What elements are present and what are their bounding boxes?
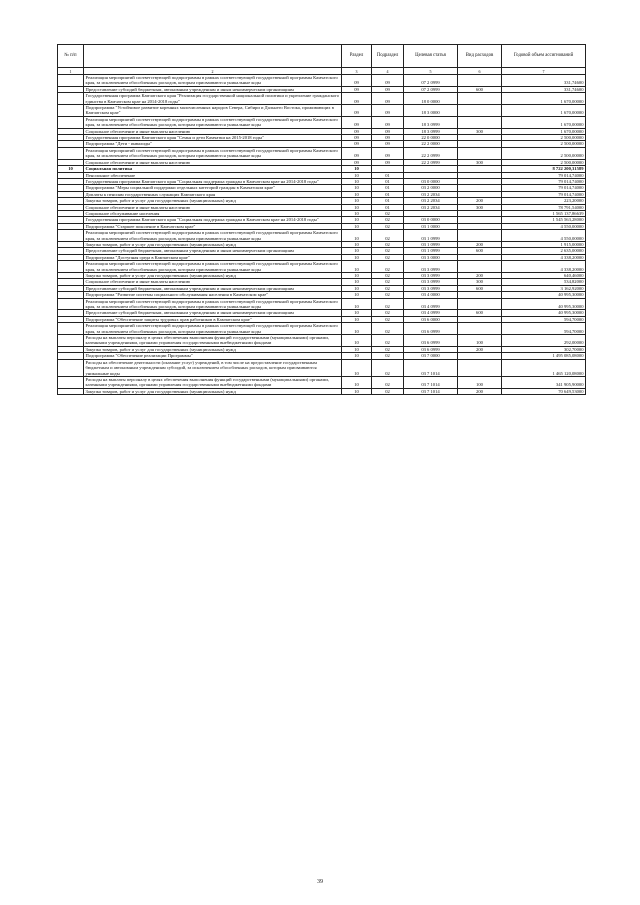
table-row bbox=[58, 359, 586, 376]
row-amount-cell: 8 722 200,31589 bbox=[502, 166, 586, 172]
row-target-article-cell: 03 3 0999 bbox=[404, 285, 458, 291]
row-section-cell: 10 bbox=[342, 285, 372, 291]
row-name-cell: Государственная программа Камчатского края "Реализация государственной национальной политики и укрепление гражданского единства в Камчатском крае на 2014-2018 годы" bbox=[84, 93, 342, 105]
row-number-cell bbox=[58, 116, 84, 128]
row-subsection-cell: 02 bbox=[372, 248, 404, 254]
row-section-cell: 09 bbox=[342, 147, 372, 159]
row-target-article-cell: 03 6 0000 bbox=[404, 316, 458, 322]
row-amount-cell: 2 500,00000 bbox=[502, 135, 586, 141]
row-section-cell: 10 bbox=[342, 185, 372, 191]
row-target-article-cell: 07 2 0999 bbox=[404, 75, 458, 87]
column-number: 2 bbox=[84, 68, 342, 75]
row-subsection-cell: 01 bbox=[372, 185, 404, 191]
row-amount-cell: 2 500,00000 bbox=[502, 159, 586, 165]
row-amount-cell: 79 014,74000 bbox=[502, 191, 586, 197]
row-name-cell: Социальное обеспечение и иные выплаты населению bbox=[84, 159, 342, 165]
row-name-cell: Расходы на выплаты персоналу в целях обеспечения выполнения функций государственными (муниципальными) органами, казенными учреждениями, органами управления государственными внебюджетными фондами bbox=[84, 335, 342, 347]
row-expense-type-cell bbox=[458, 93, 502, 105]
row-subsection-cell: 09 bbox=[372, 141, 404, 147]
row-amount-cell: 594,70000 bbox=[502, 316, 586, 322]
row-amount-cell: 2 500,00000 bbox=[502, 141, 586, 147]
row-subsection-cell: 09 bbox=[372, 75, 404, 87]
row-name-cell: Социальное обслуживание населения bbox=[84, 210, 342, 216]
row-number-cell bbox=[58, 147, 84, 159]
row-expense-type-cell: 300 bbox=[458, 279, 502, 285]
row-section-cell: 10 bbox=[342, 310, 372, 316]
table-row bbox=[58, 147, 586, 159]
row-number-cell bbox=[58, 335, 84, 347]
row-section-cell: 09 bbox=[342, 116, 372, 128]
row-amount-cell: 1 545 563,28000 bbox=[502, 217, 586, 223]
row-subsection-cell: 02 bbox=[372, 285, 404, 291]
row-name-cell: Подпрограмма "Дети - инвалиды" bbox=[84, 141, 342, 147]
row-subsection-cell: 02 bbox=[372, 279, 404, 285]
row-section-cell: 10 bbox=[342, 178, 372, 184]
header-target-article: Целевая статья bbox=[404, 45, 458, 68]
row-subsection-cell: 01 bbox=[372, 172, 404, 178]
row-target-article-cell: 03 2 0000 bbox=[404, 185, 458, 191]
row-expense-type-cell bbox=[458, 147, 502, 159]
header-name bbox=[84, 45, 342, 68]
row-expense-type-cell: 600 bbox=[458, 248, 502, 254]
row-expense-type-cell: 600 bbox=[458, 310, 502, 316]
row-subsection-cell: 09 bbox=[372, 93, 404, 105]
row-name-cell: Реализация мероприятий соответствующей подпрограммы в рамках соответствующей государственной программы Камчатского края, за исключением обособленных расходов, которым присваиваются уникальные коды bbox=[84, 116, 342, 128]
row-amount-cell: 341 905,90000 bbox=[502, 376, 586, 388]
row-target-article-cell: 03 7 1014 bbox=[404, 376, 458, 388]
row-name-cell: Реализация мероприятий соответствующей подпрограммы в рамках соответствующей государственной программы Камчатского края, за исключением обособленных расходов, которым присваиваются уникальные коды bbox=[84, 147, 342, 159]
row-amount-cell: 1 670,00000 bbox=[502, 116, 586, 128]
row-target-article-cell: 03 6 0999 bbox=[404, 346, 458, 352]
row-subsection-cell: 02 bbox=[372, 353, 404, 359]
row-name-cell: Подпрограмма "Развитие системы социального обслуживания населения в Камчатском крае" bbox=[84, 292, 342, 298]
column-number: 7 bbox=[502, 68, 586, 75]
row-target-article-cell: 03 3 0000 bbox=[404, 254, 458, 260]
row-target-article-cell: 03 7 0000 bbox=[404, 353, 458, 359]
row-amount-cell: 78 791,54000 bbox=[502, 204, 586, 210]
row-amount-cell: 4 338,20000 bbox=[502, 254, 586, 260]
row-expense-type-cell bbox=[458, 261, 502, 273]
row-name-cell: Предоставление субсидий бюджетным, автономным учреждениям и иным некоммерческим организациям bbox=[84, 285, 342, 291]
row-amount-cell: 640,46000 bbox=[502, 273, 586, 279]
row-section-cell: 10 bbox=[342, 376, 372, 388]
table-row bbox=[58, 93, 586, 105]
row-name-cell: Социальное обеспечение и иные выплаты населению bbox=[84, 204, 342, 210]
row-section-cell: 10 bbox=[342, 298, 372, 310]
row-expense-type-cell: 200 bbox=[458, 241, 502, 247]
row-expense-type-cell: 600 bbox=[458, 86, 502, 92]
row-amount-cell: 1 495 085,08000 bbox=[502, 353, 586, 359]
row-amount-cell: 70 649,53000 bbox=[502, 388, 586, 394]
table-row bbox=[58, 116, 586, 128]
row-expense-type-cell: 300 bbox=[458, 204, 502, 210]
row-name-cell: Государственная программа Камчатского края "Социальная поддержка граждан в Камчатском крае на 2014-2018 годы" bbox=[84, 217, 342, 223]
row-name-cell: Закупка товаров, работ и услуг для государственных (муниципальных) нужд bbox=[84, 273, 342, 279]
table-row bbox=[58, 323, 586, 335]
row-number-cell bbox=[58, 298, 84, 310]
table-row bbox=[58, 376, 586, 388]
row-target-article-cell: 03 1 0999 bbox=[404, 241, 458, 247]
header-subsection: Подраздел bbox=[372, 45, 404, 68]
row-subsection-cell: 02 bbox=[372, 230, 404, 242]
row-name-cell: Подпрограмма "Меры социальной поддержки отдельных категорий граждан в Камчатском крае" bbox=[84, 185, 342, 191]
page-number: 39 bbox=[317, 879, 323, 885]
row-target-article-cell: 03 3 0999 bbox=[404, 279, 458, 285]
row-subsection-cell: 01 bbox=[372, 178, 404, 184]
row-name-cell: Подпрограмма "Старшее поколение в Камчатском крае" bbox=[84, 223, 342, 229]
row-amount-cell: 292,00000 bbox=[502, 335, 586, 347]
row-section-cell: 10 bbox=[342, 292, 372, 298]
row-target-article-cell: 18 0 0000 bbox=[404, 93, 458, 105]
row-section-cell: 09 bbox=[342, 105, 372, 117]
row-name-cell: Предоставление субсидий бюджетным, автономным учреждениям и иным некоммерческим организациям bbox=[84, 248, 342, 254]
row-name-cell: Реализация мероприятий соответствующей подпрограммы в рамках соответствующей государственной программы Камчатского края, за исключением обособленных расходов, которым присваиваются уникальные коды bbox=[84, 298, 342, 310]
row-section-cell: 10 bbox=[342, 172, 372, 178]
row-section-cell: 10 bbox=[342, 316, 372, 322]
row-target-article-cell: 22 2 0999 bbox=[404, 159, 458, 165]
row-number-cell bbox=[58, 323, 84, 335]
row-target-article-cell: 03 4 0000 bbox=[404, 292, 458, 298]
row-amount-cell: 2 635,00000 bbox=[502, 248, 586, 254]
table-row bbox=[58, 335, 586, 347]
row-amount-cell: 4 338,20000 bbox=[502, 261, 586, 273]
row-section-cell: 10 bbox=[342, 204, 372, 210]
table-header-row bbox=[58, 45, 586, 68]
row-section-cell: 10 bbox=[342, 254, 372, 260]
row-section-cell: 09 bbox=[342, 93, 372, 105]
row-name-cell: Социальное обеспечение и иные выплаты населению bbox=[84, 128, 342, 134]
row-name-cell: Закупка товаров, работ и услуг для государственных (муниципальных) нужд bbox=[84, 241, 342, 247]
row-expense-type-cell bbox=[458, 230, 502, 242]
row-subsection-cell: 09 bbox=[372, 135, 404, 141]
row-amount-cell: 79 014,74000 bbox=[502, 178, 586, 184]
row-subsection-cell: 01 bbox=[372, 191, 404, 197]
row-subsection-cell: 02 bbox=[372, 210, 404, 216]
row-subsection-cell: 02 bbox=[372, 217, 404, 223]
row-amount-cell: 40 995,30000 bbox=[502, 292, 586, 298]
budget-allocation-table bbox=[57, 44, 586, 395]
row-name-cell: Социальное обеспечение и иные выплаты населению bbox=[84, 279, 342, 285]
row-name-cell: Пенсионное обеспечение bbox=[84, 172, 342, 178]
row-amount-cell: 223,20000 bbox=[502, 198, 586, 204]
budget-table-sheet bbox=[57, 44, 585, 395]
row-amount-cell: 331,74600 bbox=[502, 86, 586, 92]
row-target-article-cell: 03 3 0999 bbox=[404, 273, 458, 279]
row-subsection-cell: 02 bbox=[372, 359, 404, 376]
table-row bbox=[58, 75, 586, 87]
row-expense-type-cell: 100 bbox=[458, 335, 502, 347]
row-amount-cell: 1 915,00000 bbox=[502, 241, 586, 247]
row-amount-cell: 40 995,30000 bbox=[502, 310, 586, 316]
row-amount-cell: 1 670,00000 bbox=[502, 128, 586, 134]
row-section-cell: 10 bbox=[342, 241, 372, 247]
row-subsection-cell: 02 bbox=[372, 223, 404, 229]
row-section-cell: 10 bbox=[342, 217, 372, 223]
row-expense-type-cell bbox=[458, 323, 502, 335]
row-number-cell bbox=[58, 75, 84, 87]
row-target-article-cell: 03 1 0999 bbox=[404, 248, 458, 254]
row-name-cell: Реализация мероприятий соответствующей подпрограммы в рамках соответствующей государственной программы Камчатского края, за исключением обособленных расходов, которым присваиваются уникальные коды bbox=[84, 75, 342, 87]
row-target-article-cell: 03 2 2034 bbox=[404, 204, 458, 210]
row-target-article-cell: 03 7 1014 bbox=[404, 388, 458, 394]
row-name-cell: Реализация мероприятий соответствующей подпрограммы в рамках соответствующей государственной программы Камчатского края, за исключением обособленных расходов, которым присваиваются уникальные коды bbox=[84, 323, 342, 335]
row-expense-type-cell bbox=[458, 116, 502, 128]
row-section-cell: 10 bbox=[342, 388, 372, 394]
row-expense-type-cell: 600 bbox=[458, 285, 502, 291]
row-section-cell: 10 bbox=[342, 166, 372, 172]
row-name-cell: Закупка товаров, работ и услуг для государственных (муниципальных) нужд bbox=[84, 346, 342, 352]
row-number-cell bbox=[58, 230, 84, 242]
table-body bbox=[58, 75, 586, 395]
row-amount-cell: 4 550,00000 bbox=[502, 223, 586, 229]
row-expense-type-cell bbox=[458, 298, 502, 310]
row-section-cell: 09 bbox=[342, 135, 372, 141]
header-number: № п/п bbox=[58, 45, 84, 68]
row-name-cell: Социальная политика bbox=[84, 166, 342, 172]
row-target-article-cell: 03 6 0999 bbox=[404, 335, 458, 347]
header-annual-amount: Годовой объем ассигнований bbox=[502, 45, 586, 68]
row-amount-cell: 4 550,00000 bbox=[502, 230, 586, 242]
row-amount-cell: 3 162,92000 bbox=[502, 285, 586, 291]
row-subsection-cell: 01 bbox=[372, 204, 404, 210]
row-number-cell bbox=[58, 93, 84, 105]
row-subsection-cell: 01 bbox=[372, 198, 404, 204]
row-target-article-cell: 03 1 0000 bbox=[404, 223, 458, 229]
row-subsection-cell: 02 bbox=[372, 388, 404, 394]
column-number: 3 bbox=[342, 68, 372, 75]
row-subsection-cell: 09 bbox=[372, 159, 404, 165]
row-number-cell bbox=[58, 261, 84, 273]
row-amount-cell: 534,82000 bbox=[502, 279, 586, 285]
row-section-cell: 10 bbox=[342, 210, 372, 216]
row-name-cell: Подпрограмма "Доступная среда в Камчатском крае" bbox=[84, 254, 342, 260]
row-section-cell: 10 bbox=[342, 230, 372, 242]
row-section-cell: 09 bbox=[342, 86, 372, 92]
row-section-cell: 10 bbox=[342, 198, 372, 204]
row-section-cell: 10 bbox=[342, 191, 372, 197]
row-target-article-cell: 07 2 0999 bbox=[404, 86, 458, 92]
row-section-cell: 09 bbox=[342, 128, 372, 134]
row-target-article-cell: 18 3 0999 bbox=[404, 128, 458, 134]
row-amount-cell: 79 014,74000 bbox=[502, 172, 586, 178]
row-amount-cell: 594,70000 bbox=[502, 323, 586, 335]
column-number: 4 bbox=[372, 68, 404, 75]
row-section-cell: 10 bbox=[342, 248, 372, 254]
row-name-cell: Расходы на обеспечение деятельности (оказание услуг) учреждений, в том числе на предоставление государственным бюджетным и автономным учреждениям субсидий, за исключением обособленных расходов, которым присваиваются уникальные коды bbox=[84, 359, 342, 376]
row-name-cell: Закупка товаров, работ и услуг для государственных (муниципальных) нужд bbox=[84, 388, 342, 394]
row-expense-type-cell: 200 bbox=[458, 388, 502, 394]
row-amount-cell: 331,74600 bbox=[502, 75, 586, 87]
row-subsection-cell: 09 bbox=[372, 116, 404, 128]
row-name-cell: Подпрограмма "Обеспечение реализации Программы" bbox=[84, 353, 342, 359]
row-name-cell: Подпрограмма "Устойчивое развитие коренных малочисленных народов Севера, Сибири и Дальнего Востока, проживающих в Камчатском крае" bbox=[84, 105, 342, 117]
row-subsection-cell: 02 bbox=[372, 310, 404, 316]
row-target-article-cell: 03 4 0999 bbox=[404, 310, 458, 316]
row-expense-type-cell: 300 bbox=[458, 159, 502, 165]
row-subsection-cell: 02 bbox=[372, 273, 404, 279]
row-expense-type-cell bbox=[458, 75, 502, 87]
row-target-article-cell: 03 2 2034 bbox=[404, 198, 458, 204]
row-number-cell: 10 bbox=[58, 166, 84, 172]
row-amount-cell: 302,70000 bbox=[502, 346, 586, 352]
row-subsection-cell: 09 bbox=[372, 105, 404, 117]
row-expense-type-cell: 300 bbox=[458, 128, 502, 134]
row-amount-cell: 1 465 120,08000 bbox=[502, 359, 586, 376]
row-section-cell: 09 bbox=[342, 159, 372, 165]
row-section-cell: 10 bbox=[342, 223, 372, 229]
row-subsection-cell: 09 bbox=[372, 147, 404, 159]
row-subsection-cell: 02 bbox=[372, 298, 404, 310]
row-subsection-cell: 02 bbox=[372, 335, 404, 347]
row-subsection-cell: 02 bbox=[372, 323, 404, 335]
row-target-article-cell: 03 4 0999 bbox=[404, 298, 458, 310]
column-number-row bbox=[58, 68, 586, 75]
row-name-cell: Предоставление субсидий бюджетным, автономным учреждениям и иным некоммерческим организациям bbox=[84, 310, 342, 316]
row-section-cell: 10 bbox=[342, 323, 372, 335]
row-amount-cell: 1 565 137,86639 bbox=[502, 210, 586, 216]
header-expense-type: Вид расходов bbox=[458, 45, 502, 68]
row-name-cell: Реализация мероприятий соответствующей подпрограммы в рамках соответствующей государственной программы Камчатского края, за исключением обособленных расходов, которым присваиваются уникальные коды bbox=[84, 230, 342, 242]
row-target-article-cell: 03 1 0999 bbox=[404, 230, 458, 242]
row-target-article-cell: 03 2 2034 bbox=[404, 191, 458, 197]
row-name-cell: Расходы на выплаты персоналу в целях обеспечения выполнения функций государственными (муниципальными) органами, казенными учреждениями, органами управления государственными внебюджетными фондами bbox=[84, 376, 342, 388]
row-number-cell bbox=[58, 376, 84, 388]
row-section-cell: 10 bbox=[342, 273, 372, 279]
column-number: 6 bbox=[458, 68, 502, 75]
row-target-article-cell: 03 0 0000 bbox=[404, 217, 458, 223]
row-section-cell: 10 bbox=[342, 353, 372, 359]
row-section-cell: 10 bbox=[342, 261, 372, 273]
row-name-cell: Подпрограмма "Обеспечение защиты трудовых прав работников в Камчатском крае" bbox=[84, 316, 342, 322]
table-row bbox=[58, 261, 586, 273]
row-expense-type-cell: 200 bbox=[458, 198, 502, 204]
row-name-cell: Закупка товаров, работ и услуг для государственных (муниципальных) нужд bbox=[84, 198, 342, 204]
row-subsection-cell: 02 bbox=[372, 346, 404, 352]
row-expense-type-cell: 200 bbox=[458, 346, 502, 352]
row-name-cell: Реализация мероприятий соответствующей подпрограммы в рамках соответствующей государственной программы Камчатского края, за исключением обособленных расходов, которым присваиваются уникальные коды bbox=[84, 261, 342, 273]
row-expense-type-cell: 100 bbox=[458, 376, 502, 388]
row-number-cell bbox=[58, 105, 84, 117]
row-target-article-cell: 18 3 0000 bbox=[404, 105, 458, 117]
row-subsection-cell: 09 bbox=[372, 86, 404, 92]
row-section-cell: 10 bbox=[342, 346, 372, 352]
row-target-article-cell: 22 0 0000 bbox=[404, 135, 458, 141]
row-target-article-cell: 03 0 0000 bbox=[404, 178, 458, 184]
row-expense-type-cell: 200 bbox=[458, 273, 502, 279]
row-subsection-cell: 02 bbox=[372, 254, 404, 260]
row-section-cell: 10 bbox=[342, 335, 372, 347]
row-section-cell: 10 bbox=[342, 279, 372, 285]
row-target-article-cell: 22 2 0999 bbox=[404, 147, 458, 159]
column-number: 1 bbox=[58, 68, 84, 75]
row-target-article-cell: 03 6 0999 bbox=[404, 323, 458, 335]
row-number-cell bbox=[58, 359, 84, 376]
table-row bbox=[58, 298, 586, 310]
row-subsection-cell: 02 bbox=[372, 261, 404, 273]
row-subsection-cell: 02 bbox=[372, 292, 404, 298]
row-target-article-cell: 18 3 0999 bbox=[404, 116, 458, 128]
row-amount-cell: 79 014,74000 bbox=[502, 185, 586, 191]
row-name-cell: Государственная программа Камчатского края "Семья и дети Камчатки на 2015-2018 годы" bbox=[84, 135, 342, 141]
row-subsection-cell: 09 bbox=[372, 128, 404, 134]
row-name-cell: Доплаты к пенсиям государственных служащих Камчатского края bbox=[84, 191, 342, 197]
table-row bbox=[58, 230, 586, 242]
row-target-article-cell: 03 7 1014 bbox=[404, 359, 458, 376]
row-section-cell: 10 bbox=[342, 359, 372, 376]
row-expense-type-cell bbox=[458, 359, 502, 376]
row-subsection-cell: 02 bbox=[372, 241, 404, 247]
row-target-article-cell: 03 3 0999 bbox=[404, 261, 458, 273]
row-amount-cell: 2 500,00000 bbox=[502, 147, 586, 159]
row-section-cell: 09 bbox=[342, 141, 372, 147]
table-row bbox=[58, 388, 586, 394]
row-number-cell bbox=[58, 388, 84, 394]
row-name-cell: Государственная программа Камчатского края "Социальная поддержка граждан в Камчатском крае на 2014-2018 годы" bbox=[84, 178, 342, 184]
row-subsection-cell: 02 bbox=[372, 376, 404, 388]
row-name-cell: Предоставление субсидий бюджетным, автономным учреждениям и иным некоммерческим организациям bbox=[84, 86, 342, 92]
row-amount-cell: 40 995,30000 bbox=[502, 298, 586, 310]
row-amount-cell: 1 670,00000 bbox=[502, 93, 586, 105]
row-subsection-cell: 02 bbox=[372, 316, 404, 322]
header-section: Раздел bbox=[342, 45, 372, 68]
table-row bbox=[58, 105, 586, 117]
row-target-article-cell: 22 2 0000 bbox=[404, 141, 458, 147]
column-number: 5 bbox=[404, 68, 458, 75]
row-amount-cell: 1 670,00000 bbox=[502, 105, 586, 117]
row-section-cell: 09 bbox=[342, 75, 372, 87]
row-expense-type-cell bbox=[458, 105, 502, 117]
